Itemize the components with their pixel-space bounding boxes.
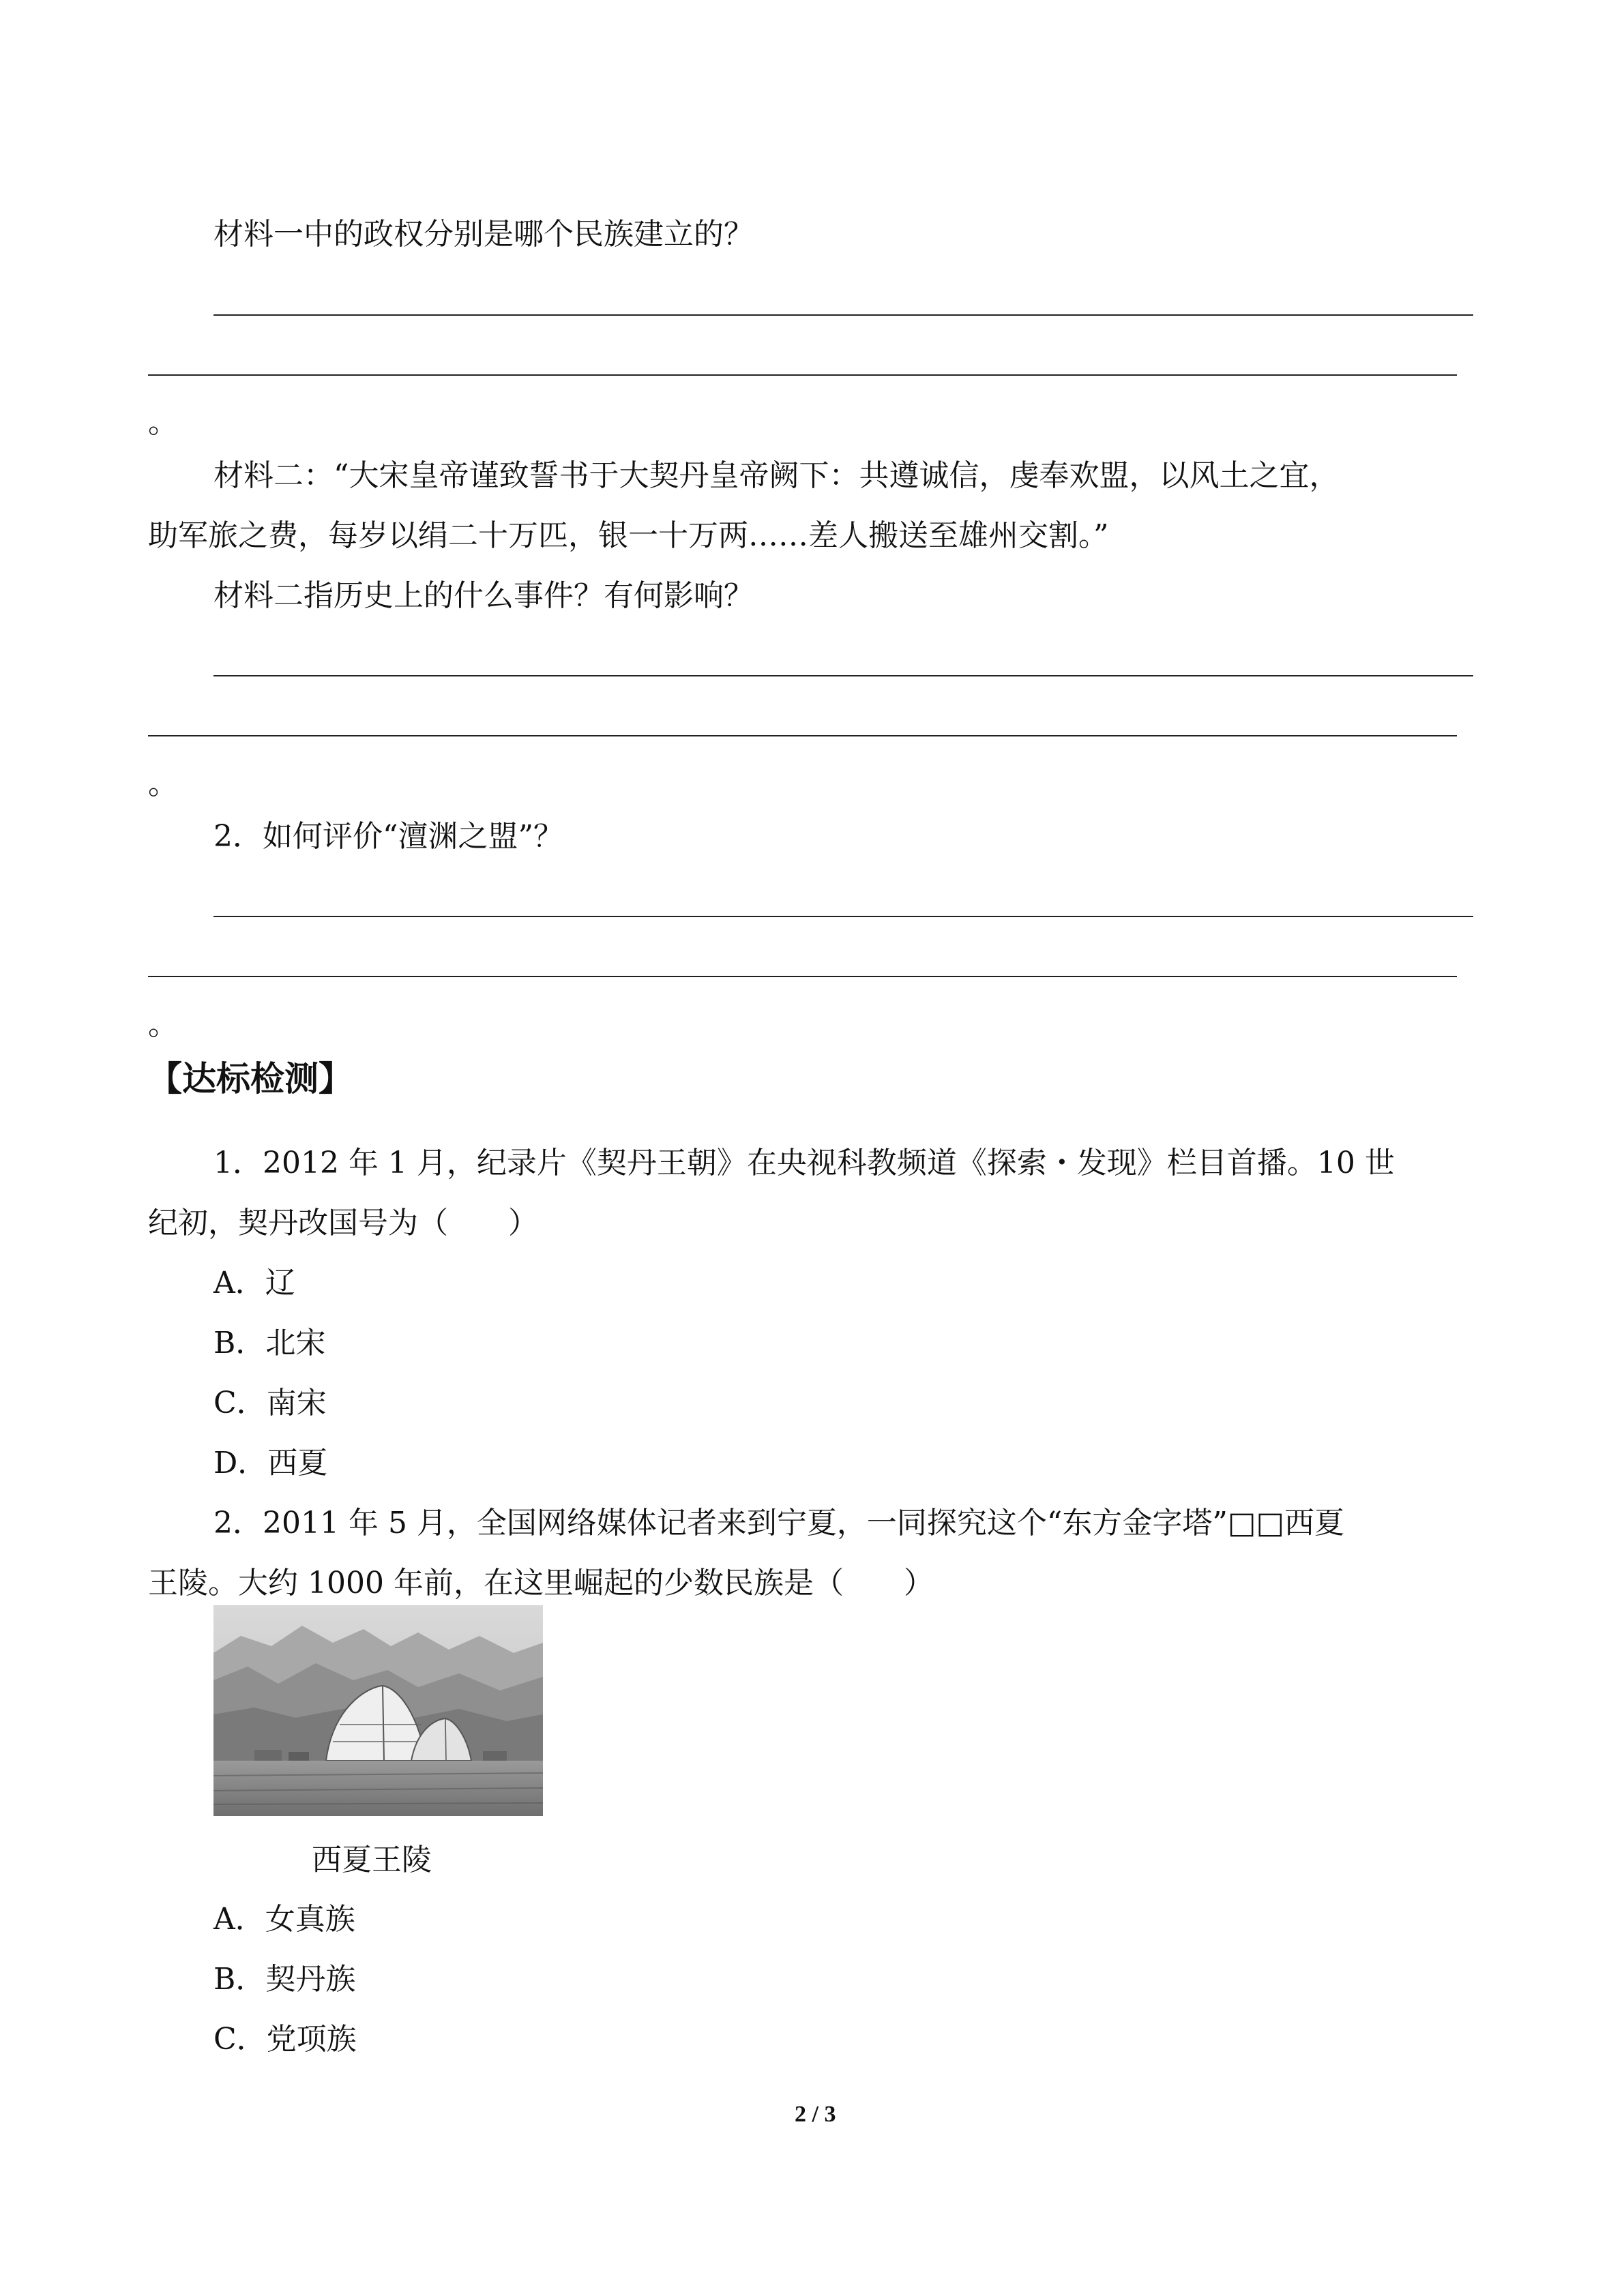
mc1-option-a: A．辽	[213, 1266, 295, 1300]
section-title: 【达标检测】	[148, 1059, 353, 1099]
question-material-one: 材料一中的政权分别是哪个民族建立的？	[213, 217, 754, 252]
end-period: 。	[148, 1007, 178, 1042]
question-two: 2．如何评价“澶渊之盟”？	[213, 819, 563, 854]
material-two-line-2: 助军旅之费，每岁以绢二十万匹，银一十万两……差人搬送至雄州交割。”	[148, 518, 1109, 553]
end-period: 。	[148, 766, 178, 801]
page-number: 2 / 3	[795, 2102, 836, 2127]
answer-line	[213, 916, 1473, 917]
mc2-stem-line-1: 2．2011 年 5 月，全国网络媒体记者来到宁夏，一同探究这个“东方金字塔”□□西夏	[213, 1506, 1345, 1540]
answer-line	[148, 976, 1457, 977]
photo-caption: 西夏王陵	[312, 1843, 432, 1877]
xixia-mausoleum-photo	[213, 1605, 543, 1816]
answer-line	[213, 675, 1473, 676]
mc2-option-b: B．契丹族	[213, 1962, 356, 1997]
end-period: 。	[148, 405, 178, 440]
mc1-option-d: D．西夏	[213, 1446, 328, 1480]
mc1-option-b: B．北宋	[213, 1326, 326, 1360]
answer-line	[213, 314, 1473, 316]
mc2-option-c: C．党项族	[213, 2022, 357, 2057]
mc1-stem-line-2: 纪初，契丹改国号为（ ）	[148, 1206, 538, 1240]
answer-line	[148, 374, 1457, 376]
mc1-option-c: C．南宋	[213, 1386, 327, 1420]
material-two-line-1: 材料二：“大宋皇帝谨致誓书于大契丹皇帝阙下：共遵诚信，虔奉欢盟，以风土之宜，	[213, 458, 1340, 493]
mc2-stem-line-2: 王陵。大约 1000 年前，在这里崛起的少数民族是（ ）	[148, 1566, 934, 1600]
question-material-two: 材料二指历史上的什么事件？有何影响？	[213, 578, 754, 613]
mc1-stem-line-1: 1．2012 年 1 月，纪录片《契丹王朝》在央视科教频道《探索・发现》栏目首播。10 世	[213, 1146, 1395, 1180]
mc2-option-a: A．女真族	[213, 1902, 355, 1937]
answer-line	[148, 735, 1457, 736]
